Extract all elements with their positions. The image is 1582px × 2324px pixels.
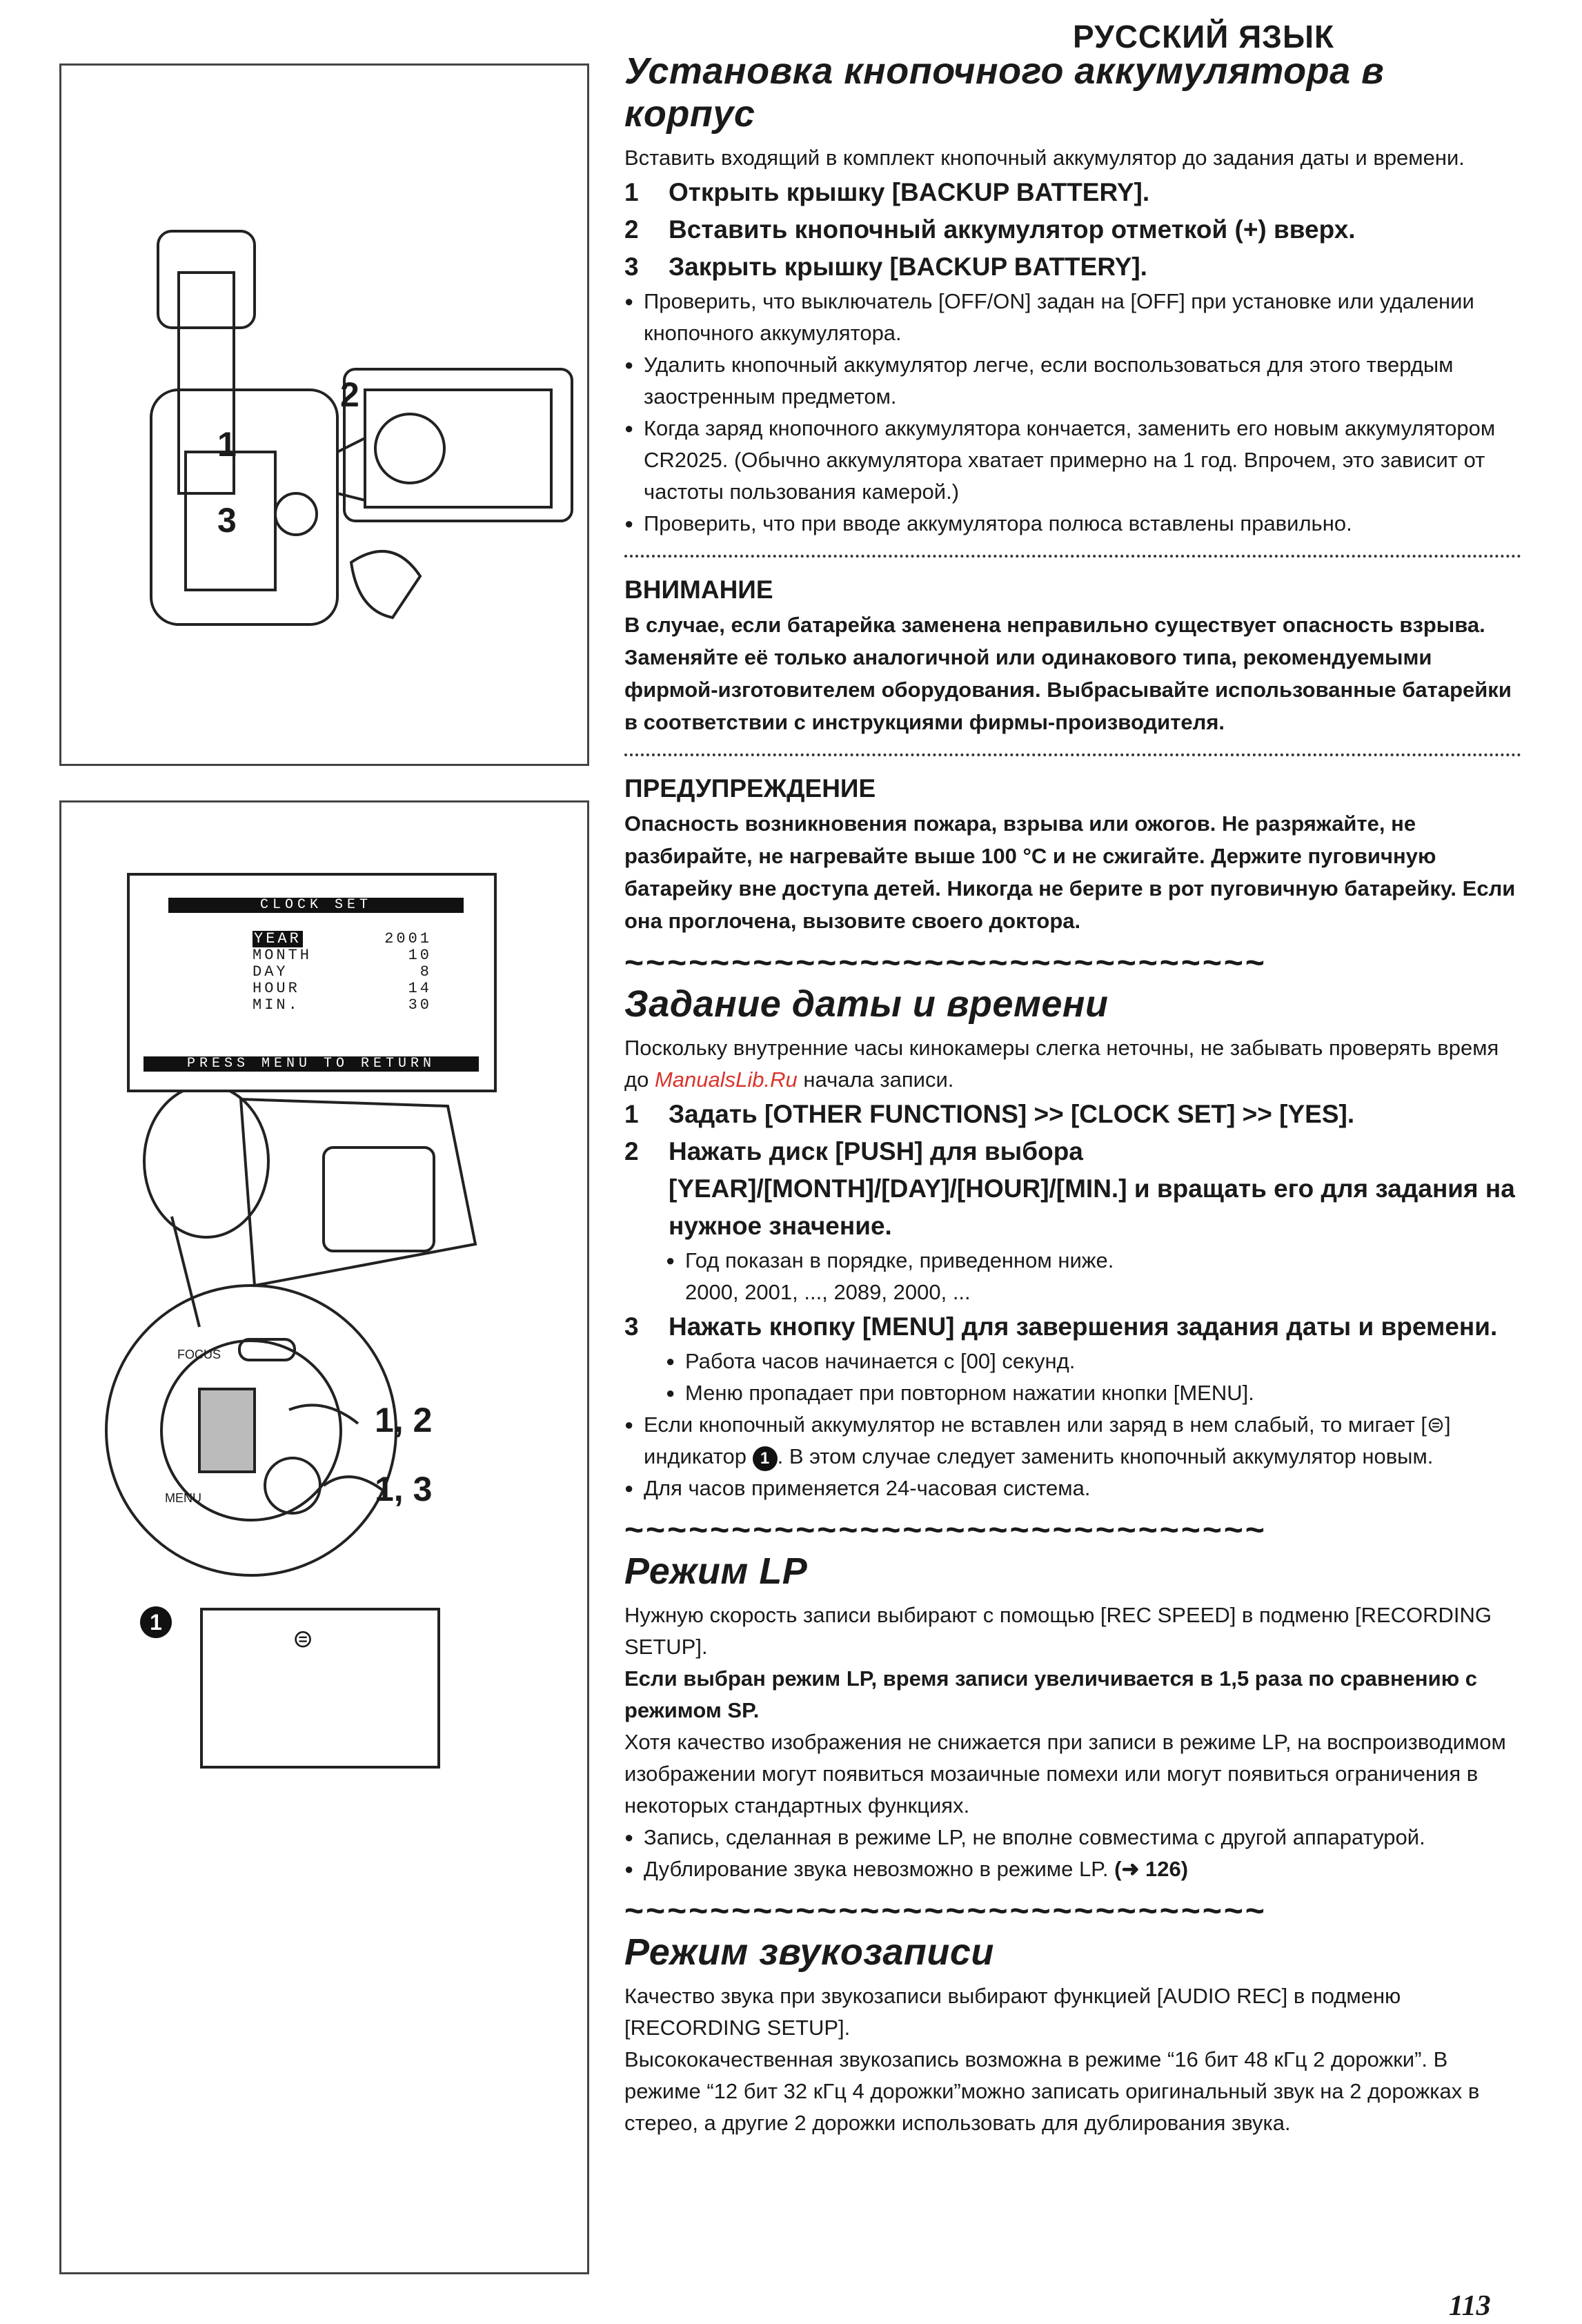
dotted-divider — [624, 555, 1521, 558]
section2-bullet-c: ● Для часов применяется 24-часовая система. — [624, 1476, 1091, 1500]
osd-footer: PRESS MENU TO RETURN — [144, 1056, 479, 1072]
caution-text: В случае, если батарейка заменена неправильно существует опасность взрыва. Заменяйте её только аналогичной или одинакового типа, рекомендуемыми фирмой-изготовителем оборудования. Выбрасывайте использованные батарейки в соответствии с инструкциями фирмы-производителя. — [624, 613, 1512, 734]
section1-bullet-2: ● Удалить кнопочный аккумулятор легче, если воспользоваться для этого твердым заостренным предметом. — [624, 353, 1454, 408]
text-column — [624, 50, 1521, 2139]
callout-2: 2 — [340, 375, 359, 414]
osd-title: CLOCK SET — [168, 898, 464, 913]
dotted-divider — [624, 754, 1521, 756]
warning-text: Опасность возникновения пожара, взрыва или ожогов. Не разряжайте, не разбирайте, не нагревайте выше 100 °C и не сжигайте. Держите пуговичную батарейку вне доступа детей. Никогда не берите в рот пуговичную батарейку. Если она проглочена, вызовите своего доктора. — [624, 811, 1516, 933]
section1-step-2: 2 Вставить кнопочный аккумулятор отметкой (+) вверх. — [624, 215, 1356, 244]
tilde-divider: ~~~~~~~~~~~~~~~~~~~~~~~~~~~~~~ — [624, 1517, 1267, 1544]
warning-heading: ПРЕДУПРЕЖДЕНИЕ — [624, 774, 876, 802]
backup-battery-icon: ⊜ — [293, 1624, 314, 1653]
section4-para: Высококачественная звукозапись возможна в режиме “16 бит 48 кГц 2 дорожки”. В режиме “12 бит 32 кГц 4 дорожки”можно записать оригинальный звук на 2 дорожках в стерео, а другие 2 дорожки использовать для дублирования звука. — [624, 2047, 1480, 2135]
callout-1: 1 — [217, 425, 237, 464]
osd-rows — [253, 931, 432, 1014]
section1-bullet-4: ● Проверить, что при вводе аккумулятора полюса вставлены правильно. — [624, 511, 1352, 535]
caution-heading: ВНИМАНИЕ — [624, 575, 773, 604]
section1-intro: Вставить входящий в комплект кнопочный аккумулятор до задания даты и времени. — [624, 146, 1465, 170]
section3-para: Хотя качество изображения не снижается при записи в режиме LP, на воспроизводимом изображении могут появиться мозаичные помехи или могут появиться ограничения в некоторых стандартных функциях. — [624, 1730, 1506, 1818]
page-reference: (➜ 126) — [1114, 1857, 1189, 1881]
focus-label: FOCUS — [177, 1348, 221, 1361]
section2-intro: Поскольку внутренние часы кинокамеры слегка неточны, не забывать проверять время до ManualsLib.Ru начала записи. — [624, 1036, 1499, 1092]
section3-bold: Если выбран режим LP, время записи увеличивается в 1,5 раза по сравнению с режимом SP. — [624, 1666, 1478, 1722]
section3-title: Режим LP — [624, 1550, 808, 1592]
osd-row-min: MIN. 30 — [253, 996, 432, 1014]
section4-intro: Качество звука при звукозаписи выбирают функцией [AUDIO REC] в подменю [RECORDING SETUP]. — [624, 1984, 1401, 2040]
section4-title: Режим звукозаписи — [624, 1931, 994, 1973]
callout-1-2: 1, 2 — [375, 1401, 433, 1439]
tilde-divider: ~~~~~~~~~~~~~~~~~~~~~~~~~~~~~~ — [624, 949, 1267, 977]
section2-step2-note: ● Год показан в порядке, приведенном ниже. — [666, 1248, 1114, 1272]
section2-step-2: 2 Нажать диск [PUSH] для выбора [YEAR]/[MONTH]/[DAY]/[HOUR]/[MIN.] и вращать его для задания на нужное значение. — [624, 1137, 1515, 1240]
osd-row-year: YEAR 2001 — [254, 930, 432, 947]
osd-row-month: MONTH 10 — [253, 947, 432, 964]
section3-bullet-1: ● Запись, сделанная в режиме LP, не вполне совместима с другой аппаратурой. — [624, 1825, 1425, 1849]
section2-step3-note-2: ● Меню пропадает при повторном нажатии кнопки [MENU]. — [666, 1381, 1254, 1405]
section1-bullet-1: ● Проверить, что выключатель [OFF/ON] задан на [OFF] при установке или удалении кнопочного аккумулятора. — [624, 289, 1474, 345]
clock-set-screen — [127, 873, 497, 1092]
section3-bullet-2: ● Дублирование звука невозможно в режиме LP. (➜ 126) — [624, 1857, 1189, 1881]
section2-bullet-a: ● Если кнопочный аккумулятор не вставлен или заряд в нем слабый, то мигает [⊜] индикатор 1 . В этом случае следует заменить кнопочный аккумулятор новым. — [624, 1409, 1521, 1473]
section1-step-3: 3 Закрыть крышку [BACKUP BATTERY]. — [624, 253, 1147, 281]
callout-1-3: 1, 3 — [375, 1470, 433, 1508]
watermark: ManualsLib.Ru — [654, 1067, 798, 1092]
menu-label: MENU — [165, 1491, 201, 1505]
indicator-number-badge: 1 — [140, 1606, 172, 1638]
section1-step-1: 1 Открыть крышку [BACKUP BATTERY]. — [624, 178, 1150, 206]
section2-step-1: 1 Задать [OTHER FUNCTIONS] >> [CLOCK SET] >> [YES]. — [624, 1100, 1355, 1128]
tilde-divider: ~~~~~~~~~~~~~~~~~~~~~~~~~~~~~~ — [624, 1898, 1267, 1925]
section1-bullet-3: ● Когда заряд кнопочного аккумулятора кончается, заменить его новым аккумулятором CR2025. (Обычно аккумулятора хватает примерно на 1 год. Впрочем, это зависит от частоты пользования камерой.) — [624, 416, 1496, 504]
language-tag: РУССКИЙ ЯЗЫК — [1073, 19, 1335, 55]
section2-step-3: 3 Нажать кнопку [MENU] для завершения задания даты и времени. — [624, 1312, 1498, 1341]
camcorder-battery-illustration — [61, 66, 587, 764]
page-number: 113 — [1449, 2290, 1491, 2322]
osd-row-hour: HOUR 14 — [253, 980, 432, 997]
figure-backup-battery — [59, 63, 589, 766]
callout-3: 3 — [217, 501, 237, 540]
indicator-screen — [200, 1608, 440, 1769]
osd-row-day: DAY 8 — [253, 963, 432, 981]
section1-title: Установка кнопочного аккумулятора в корпус — [624, 50, 1385, 135]
section2-title: Задание даты и времени — [624, 983, 1109, 1025]
section2-step3-note-1: ● Работа часов начинается с [00] секунд. — [666, 1349, 1076, 1373]
section3-intro: Нужную скорость записи выбирают с помощью [REC SPEED] в подменю [RECORDING SETUP]. — [624, 1603, 1492, 1659]
year-sequence: 2000, 2001, ..., 2089, 2000, ... — [685, 1280, 971, 1304]
indicator-number-badge: 1 — [753, 1446, 778, 1471]
